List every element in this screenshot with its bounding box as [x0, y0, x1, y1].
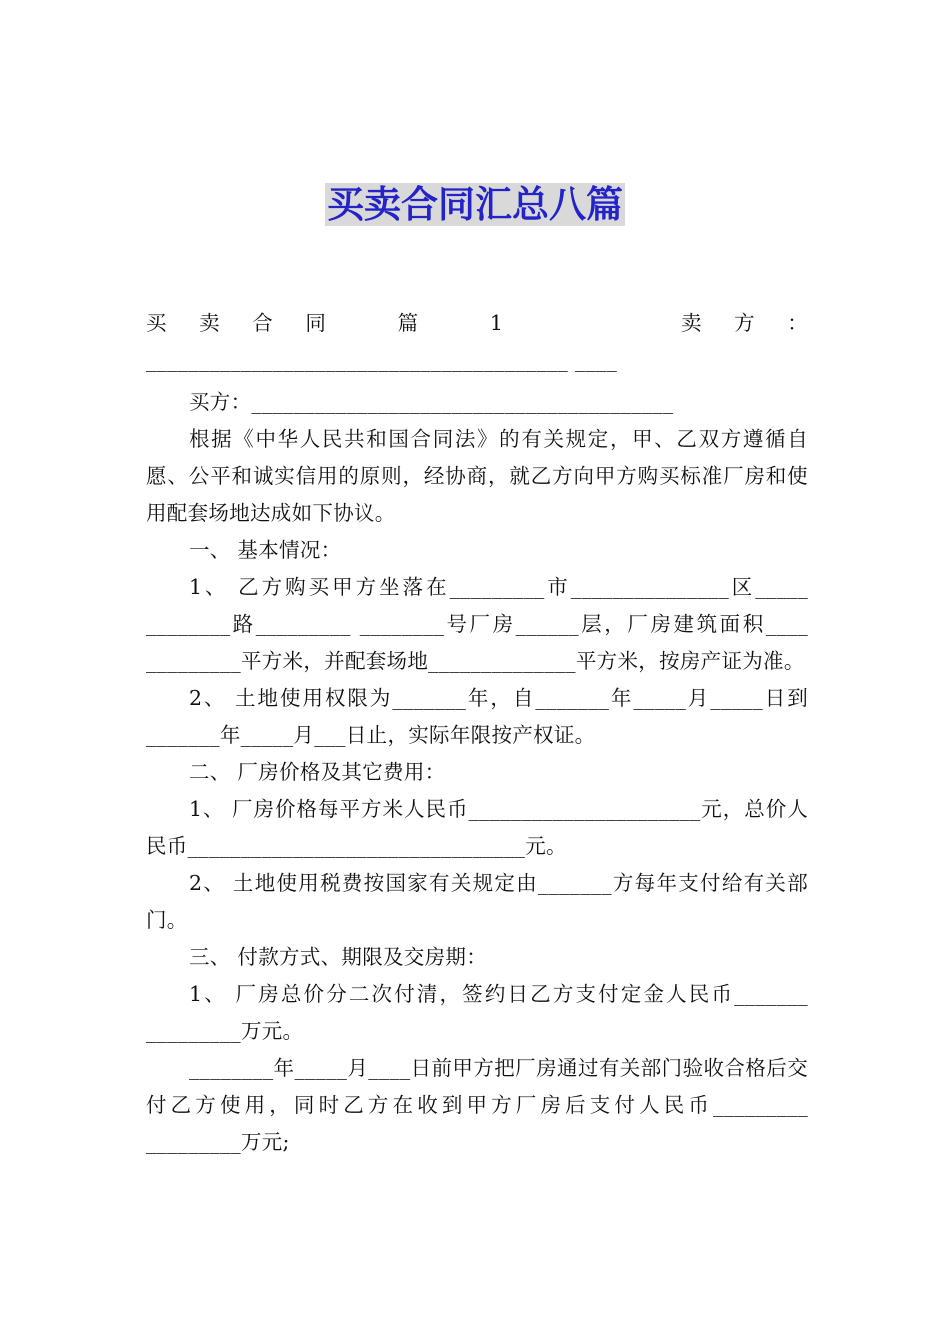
- document-title: [0, 174, 950, 228]
- paragraph-buyer: 买方：________________________________________: [189, 390, 674, 414]
- paragraph-clause: ________年_____月____日前甲方把厂房通过有关部门验收合格后交付乙方使用，同时乙方在收到甲方厂房后支付人民币_________ _________万元;: [146, 1056, 808, 1154]
- paragraph-preamble: 根据《中华人民共和国合同法》的有关规定，甲、乙双方遵循自愿、公平和诚实信用的原则，经协商，就乙方向甲方购买标准厂房和使用配套场地达成如下协议。: [146, 427, 808, 525]
- section-heading-1: 一、 基本情况：: [189, 538, 342, 562]
- section-heading-2: 二、 厂房价格及其它费用：: [189, 760, 446, 784]
- section-heading-3: 三、 付款方式、期限及交房期：: [189, 945, 488, 969]
- paragraph-clause: 2、 土地使用税费按国家有关规定由_______方每年支付给有关部门。: [146, 871, 808, 932]
- paragraph-clause: 1、 乙方购买甲方坐落在_________市_______________区_____ ________路_________ ________号厂房______层，厂房建筑面积____ _________平方米，并配套场地______________平方米，按房产证为准。: [146, 575, 808, 673]
- paragraph-clause: 1、 厂房价格每平方米人民币______________________元，总价人民币________________________________元。: [146, 797, 808, 858]
- paragraph-clause: 2、 土地使用权限为_______年，自_______年_____月_____日到_______年_____月___日止，实际年限按产权证。: [146, 686, 808, 747]
- paragraph-clause: 1、 厂房总价分二次付清，签约日乙方支付定金人民币_______ _________万元。: [146, 982, 808, 1043]
- document-body: [146, 305, 808, 1161]
- paragraph-header: 买卖合同 篇 1 卖方：________________________________________ ____: [146, 311, 808, 372]
- document-title-text: 买卖合同汇总八篇: [327, 183, 623, 226]
